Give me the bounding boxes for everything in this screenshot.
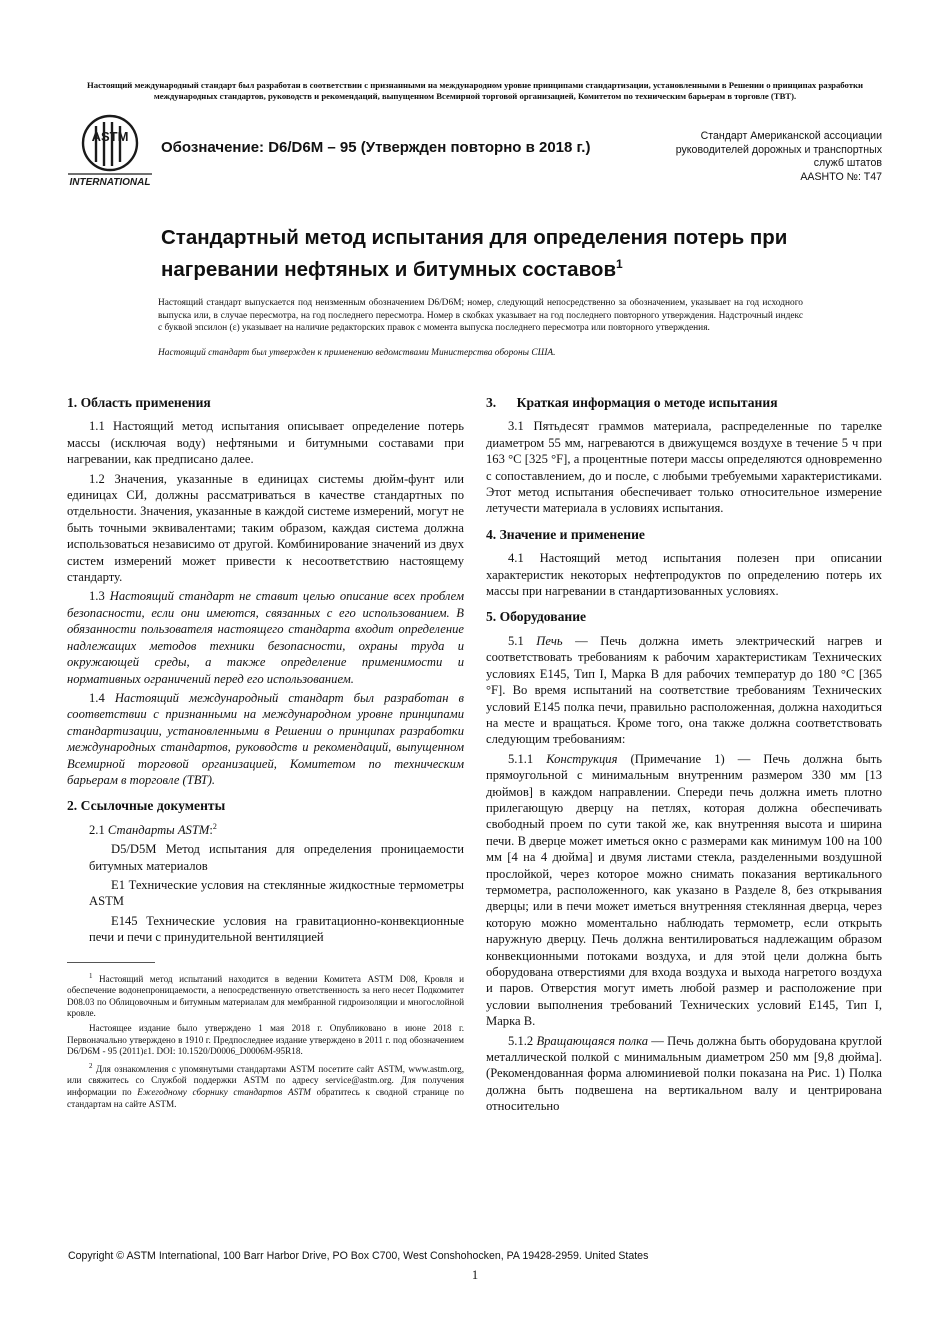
section-5-heading: 5. Оборудование (486, 609, 587, 625)
para-5-1-label: Печь (536, 633, 563, 648)
para-5-1-2 (486, 1033, 882, 1115)
reference-text: Технические условия на гравитационно-конвекционные печи и печи с принудительной вентиляцией (89, 913, 464, 945)
section-1-heading: 1. Область применения (67, 395, 211, 410)
para-5-1 (486, 633, 882, 748)
intro-block (158, 297, 803, 364)
para-5-1-1-text: (Примечание 1) — Печь должна быть прямоугольной с минимальным внутренним размером 330 мм [13 дюймов] в каждом направлении. Спереди печь должна иметь плотно прилегающую дверцу на петлях, которая должна обеспечивать свободный проем по сути такой же, как внутренняя высота и ширина печи. В дверце может иметься окно с размерами как минимум 100 на 100 мм [4 на 4 дюйма] и двумя листами стекла, разделенными воздушной прослойкой, через которое можно снимать показания вертикального термометра, расположенного, как указано в Разделе 8, без открывания дверцы; или в печи может иметься внутренняя стеклянная дверца, через которую можно моментально наблюдать термометр, если открыть наружную дверцу. Печь должна вентилироваться надлежащим образом конвекционными потоками воздуха, и для этой цели должна быть оборудована отверстиями для входа воздуха и выхода нагретого воздуха и паров. Отверстия могут иметь любой размер и расположение при условии выполнения требований Технических условий E145, Тип I, Марка B. (486, 751, 883, 1029)
logo-bottom-text: INTERNATIONAL (69, 177, 151, 188)
aashto-number: AASHTO №: T47 (800, 170, 882, 183)
para-1-3-number: 1.3 (89, 589, 105, 604)
para-1-4-number: 1.4 (89, 690, 105, 705)
page-number: 1 (471, 1268, 479, 1282)
designation: Обозначение: D6/D6M – 95 (Утвержден повторно в 2018 г.) (161, 139, 591, 156)
international-standard-notice: Настоящий международный стандарт был разработан в соответствии с признанными на международном уровне принципами стандартизации, установленными в Решении о принципах разработки международных стандартов, руководств и рекомендаций, выпущенном Всемирной торговой организацией, Комитетом по техническим барьерам в торговле (ТВТ). (86, 80, 864, 101)
footnote-1-text: Настоящий метод испытаний находится в ведении Комитета ASTM D08, Кровля и обеспечение водонепроницаемости, а непосредственную ответственность за него несет Подкомитет D08.03 по Облицовочным и битумным материалам для мембранной гидроизоляции и многослойной кровле. (67, 973, 465, 1019)
reference-text: Метод испытания для определения проницаемости битумных материалов (89, 842, 464, 873)
footnote-2-text-a: Для ознакомления с упомянутыми стандартами ASTM посетите сайт ASTM, www.astm.org, или свяжитесь со Службой поддержки ASTM по адресу service@astm.org. Для получения информации по (67, 1063, 465, 1098)
right-column (486, 395, 882, 1118)
section-2-heading: 2. Ссылочные документы (67, 798, 226, 814)
left-column (67, 395, 464, 1113)
reference-e1 (67, 877, 464, 910)
footnote-1 (67, 971, 464, 1020)
para-1-4-text: Настоящий международный стандарт был разработан в соответствии с признанными на международном уровне принципами стандартизации, установленными в Решении о принципах разработки международных стандартов, руководств и рекомендаций, выпущенном Всемирной торговой организацией, Комитетом по техническим барьерам в торговле (ТВТ). (67, 690, 464, 787)
reference-code: D5/D5M (111, 842, 157, 857)
para-2-1-sup: 2 (212, 821, 217, 831)
para-5-1-2-text: — Печь должна быть оборудована круглой металлической полкой с минимальным диаметром 250 мм [9,8 дюйма]. (Рекомендованная форма алюминиевой полки показана на Рис. 1) Полка должна быть подвешена на вертикальном валу и центрирована относительно (486, 1033, 882, 1114)
title-footnote-ref: 1 (616, 257, 623, 271)
para-5-1-1-number: 5.1.1 (508, 751, 534, 766)
reference-code: E1 (111, 877, 125, 892)
logo-top-text: ASTM (91, 129, 129, 144)
footnote-1-mark: 1 (89, 971, 93, 980)
astm-logo (66, 112, 154, 190)
footnote-2-mark: 2 (89, 1061, 93, 1070)
dod-approval-note: Настоящий стандарт был утвержден к применению ведомствами Министерства обороны США. (158, 347, 556, 358)
footnote-2-book-title: Ежегодному сборнику стандартов ASTM (137, 1087, 311, 1098)
reference-code: E145 (111, 913, 138, 928)
aashto-info (640, 130, 882, 184)
reference-d5 (67, 841, 464, 874)
para-4-1: 4.1 Настоящий метод испытания полезен при описании характеристик некоторых нефтепродуктов по определению потерь их массы при нагревании в стандартизованных условиях. (486, 551, 882, 599)
aashto-line-3: служб штатов (813, 157, 882, 170)
para-2-1-number: 2.1 (89, 822, 105, 837)
title-text: Стандартный метод испытания для определения потерь при нагревании нефтяных и битумных составов (161, 226, 788, 281)
para-5-1-1-label: Конструкция (546, 751, 618, 766)
footnote-divider (67, 962, 155, 963)
para-5-1-number: 5.1 (508, 633, 524, 648)
aashto-line-1: Стандарт Американской ассоциации (700, 130, 882, 142)
copyright-line: Copyright © ASTM International, 100 Barr Harbor Drive, PO Box C700, West Conshohocken, PA 19428-2959. United States (68, 1250, 649, 1262)
para-5-1-2-number: 5.1.2 (508, 1033, 534, 1048)
para-1-3-text: Настоящий стандарт не ставит целью описание всех проблем безопасности, если они имеются, связанных с его использованием. В обязанности пользователя настоящего стандарта входит определение надлежащих методов техники безопасности, охраны труда и окружающей среды, а также определение применимости и нормативных ограничений перед его использованием. (67, 589, 464, 686)
reference-text: Технические условия на стеклянные жидкостные термометры ASTM (89, 877, 464, 909)
document-title (161, 224, 861, 283)
footnote-2 (67, 1061, 464, 1110)
para-5-1-text: — Печь должна иметь электрический нагрев и соответствовать требованиям к рабочим характеристикам Технических условиях E145, Тип I, Марка B для рабочих температур до 180 °C [365 °F]. Во время испытаний на соответствие требованиям Технических условий E145 полка печи, правильно расположенная, должна находиться на месте и вращаться. Кроме того, она также должна соответствовать следующим требованиям: (486, 633, 882, 747)
para-3-1: 3.1 Пятьдесят граммов материала, распределенные по тарелке диаметром 55 мм, нагреваются в движущемся воздухе в течение 5 ч при 163 °C [325 °F], а процентные потери массы определяются одновременно с сопоставлением, до и после, с любыми требуемыми характеристиками. Этот метод испытания обеспечивает только относительное измерение летучести материала в условиях испытания. (486, 419, 882, 516)
para-1-4 (67, 690, 464, 788)
section-4-heading: 4. Значение и применение (486, 526, 645, 542)
intro-paragraph: Настоящий стандарт выпускается под неизменным обозначением D6/D6M; номер, следующий непосредственно за обозначением, указывает на год исходного выпуска или, в случае пересмотра, на год последнего пересмотра. Номер в скобках указывает на год последнего повторного утверждения. Надстрочный индекс с буквой эпсилон (ε) указывает на наличие редакторских правок с момента выпуска последнего пересмотра или повторного утверждения. (158, 298, 803, 334)
reference-e145 (67, 913, 464, 946)
aashto-line-2: руководителей дорожных и транспортных (675, 143, 882, 156)
footnote-1-edition: Настоящее издание было утверждено 1 мая 2018 г. Опубликовано в июне 2018 г. Первоначально утверждено в 1910 г. Предпоследнее издание утверждено в 2011 г. под обозначением D6/D6M - 95 (2011)ε1. DOI: 10.1520/D0006_D0006M-95R18. (67, 1023, 464, 1057)
para-1-1: 1.1 Настоящий метод испытания описывает определение потерь массы (исключая воду) нефтяными и битумными составами при нагревании, как предписано далее. (67, 419, 464, 467)
section-3-heading: 3. Краткая информация о методе испытания (486, 395, 778, 410)
para-2-1: 2.1 Стандарты ASTM:$^2$ (89, 821, 217, 837)
footnote-2-text-b: обратитесь к сводной странице по стандартам на сайте ASTM. (67, 1087, 465, 1109)
para-5-1-1 (486, 751, 882, 1030)
para-5-1-2-label: Вращающаяся полка (536, 1033, 649, 1048)
para-2-1-label: Стандарты ASTM (107, 822, 210, 837)
para-1-3 (67, 588, 464, 686)
para-1-2: 1.2 Значения, указанные в единицах системы дюйм-фунт или единицах СИ, должны рассматриваться в качестве стандартных по отдельности. Значения, указанные в каждой системе измерений, могут не быть точными эквивалентами; таким образом, каждая система должна использоваться независимо от другой. Комбинирование значений из двух систем измерений может привести к несоответствию настоящему стандарту. (67, 471, 464, 585)
